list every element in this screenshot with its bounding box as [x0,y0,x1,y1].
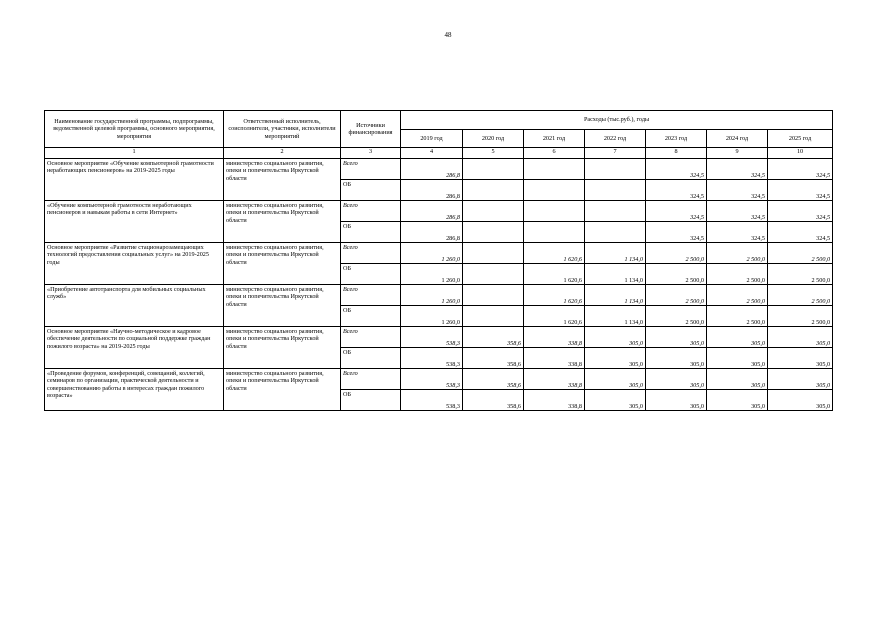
ob-value: 538,3 [401,390,463,411]
page-number: 48 [444,31,452,39]
table-row-total [45,243,833,264]
activity-name: Основное мероприятие «Научно-методическое и кадровое обеспечение деятельности по социальной поддержке граждан пожилого возраста» на 2019-2025 годы [45,327,224,369]
ob-value [524,222,585,243]
total-value: 2 500,0 [768,285,833,306]
total-value: 286,8 [401,201,463,222]
total-value: 1 260,0 [401,243,463,264]
ob-value: 305,0 [646,348,707,369]
total-value: 324,5 [707,159,768,180]
executor-name: министерство социального развития, опеки и попечительства Иркутской области [224,369,341,411]
ob-value [463,180,524,201]
header-year: 2022 год [585,130,646,148]
source-ob-label: ОБ [341,180,401,201]
total-value: 305,0 [707,327,768,348]
source-total-label: Всего [341,327,401,348]
total-value: 358,6 [463,369,524,390]
column-number: 10 [768,148,833,159]
header-year: 2021 год [524,130,585,148]
ob-value: 305,0 [707,348,768,369]
ob-value: 286,8 [401,180,463,201]
ob-value: 338,8 [524,348,585,369]
source-ob-label: ОБ [341,222,401,243]
header-year: 2023 год [646,130,707,148]
total-value: 305,0 [707,369,768,390]
executor-name: министерство социального развития, опеки и попечительства Иркутской области [224,285,341,327]
total-value: 2 500,0 [646,285,707,306]
total-value: 324,5 [768,201,833,222]
source-total-label: Всего [341,369,401,390]
column-number: 5 [463,148,524,159]
total-value [463,159,524,180]
budget-table [44,110,833,411]
total-value: 305,0 [768,369,833,390]
table-row-total [45,201,833,222]
ob-value [524,180,585,201]
ob-value: 1 620,6 [524,306,585,327]
total-value [463,285,524,306]
executor-name: министерство социального развития, опеки и попечительства Иркутской области [224,201,341,243]
ob-value [463,264,524,285]
total-value [524,201,585,222]
header-year: 2020 год [463,130,524,148]
ob-value [585,180,646,201]
column-number: 3 [341,148,401,159]
activity-name: «Проведение форумов, конференций, совещаний, коллегий, семинаров по организации, практической деятельности и совершенствованию работы в интересах граждан пожилого возраста» [45,369,224,411]
ob-value: 324,5 [646,180,707,201]
total-value: 338,8 [524,369,585,390]
ob-value: 2 500,0 [707,264,768,285]
ob-value: 538,3 [401,348,463,369]
header-year: 2025 год [768,130,833,148]
ob-value [463,306,524,327]
column-number: 7 [585,148,646,159]
column-number: 4 [401,148,463,159]
total-value: 324,5 [646,201,707,222]
source-total-label: Всего [341,285,401,306]
executor-name: министерство социального развития, опеки и попечительства Иркутской области [224,327,341,369]
activity-name: «Обучение компьютерной грамотности неработающих пенсионеров и навыкам работы в сети Интернет» [45,201,224,243]
total-value: 2 500,0 [707,243,768,264]
ob-value: 2 500,0 [646,264,707,285]
table-row-total [45,285,833,306]
column-number: 9 [707,148,768,159]
total-value: 538,3 [401,327,463,348]
total-value: 1 260,0 [401,285,463,306]
ob-value [585,222,646,243]
header-source: Источники финансирования [341,111,401,148]
total-value: 305,0 [646,327,707,348]
ob-value: 305,0 [585,390,646,411]
table-body [45,159,833,411]
activity-name: Основное мероприятие «Развитие стационарозамещающих технологий предоставления социальных услуг» на 2019-2025 годы [45,243,224,285]
column-number: 2 [224,148,341,159]
ob-value: 286,8 [401,222,463,243]
table-row-total [45,159,833,180]
column-number: 1 [45,148,224,159]
total-value: 305,0 [768,327,833,348]
ob-value: 324,5 [707,180,768,201]
total-value: 1 620,6 [524,243,585,264]
total-value: 1 134,0 [585,285,646,306]
executor-name: министерство социального развития, опеки и попечительства Иркутской области [224,159,341,201]
ob-value: 305,0 [768,390,833,411]
column-number: 6 [524,148,585,159]
ob-value: 2 500,0 [768,264,833,285]
ob-value: 324,5 [646,222,707,243]
ob-value: 1 260,0 [401,264,463,285]
activity-name: «Приобретение автотранспорта для мобильных социальных служб» [45,285,224,327]
table-row-total [45,327,833,348]
source-total-label: Всего [341,159,401,180]
total-value: 538,3 [401,369,463,390]
ob-value: 358,6 [463,348,524,369]
ob-value: 2 500,0 [768,306,833,327]
column-number: 8 [646,148,707,159]
total-value: 305,0 [585,327,646,348]
ob-value: 305,0 [585,348,646,369]
total-value: 305,0 [646,369,707,390]
ob-value: 305,0 [768,348,833,369]
total-value: 286,8 [401,159,463,180]
table-row-total [45,369,833,390]
ob-value: 305,0 [707,390,768,411]
total-value: 2 500,0 [707,285,768,306]
ob-value [463,222,524,243]
ob-value: 1 134,0 [585,306,646,327]
total-value [463,243,524,264]
total-value: 2 500,0 [646,243,707,264]
header-name: Наименование государственной программы, подпрограммы, ведомственной целевой программы, основного мероприятия, мероприятия [45,111,224,148]
total-value: 324,5 [707,201,768,222]
total-value: 324,5 [768,159,833,180]
ob-value: 324,5 [768,180,833,201]
header-year: 2024 год [707,130,768,148]
source-ob-label: ОБ [341,390,401,411]
ob-value: 338,8 [524,390,585,411]
total-value [524,159,585,180]
source-total-label: Всего [341,201,401,222]
total-value: 324,5 [646,159,707,180]
source-ob-label: ОБ [341,348,401,369]
ob-value: 358,6 [463,390,524,411]
source-ob-label: ОБ [341,306,401,327]
ob-value: 2 500,0 [646,306,707,327]
activity-name: Основное мероприятие «Обучение компьютерной грамотности неработающих пенсионеров» на 2019-2025 годы [45,159,224,201]
executor-name: министерство социального развития, опеки и попечительства Иркутской области [224,243,341,285]
total-value: 305,0 [585,369,646,390]
source-ob-label: ОБ [341,264,401,285]
ob-value: 305,0 [646,390,707,411]
total-value [585,201,646,222]
ob-value: 324,5 [768,222,833,243]
total-value: 1 620,6 [524,285,585,306]
ob-value: 324,5 [707,222,768,243]
total-value: 2 500,0 [768,243,833,264]
header-executor: Ответственный исполнитель, соисполнители, участники, исполнители мероприятий [224,111,341,148]
total-value: 358,6 [463,327,524,348]
ob-value: 2 500,0 [707,306,768,327]
header-expenses: Расходы (тыс.руб.), годы [401,111,833,130]
ob-value: 1 260,0 [401,306,463,327]
total-value [585,159,646,180]
total-value [463,201,524,222]
total-value: 1 134,0 [585,243,646,264]
source-total-label: Всего [341,243,401,264]
total-value: 338,8 [524,327,585,348]
ob-value: 1 620,6 [524,264,585,285]
ob-value: 1 134,0 [585,264,646,285]
header-year: 2019 год [401,130,463,148]
